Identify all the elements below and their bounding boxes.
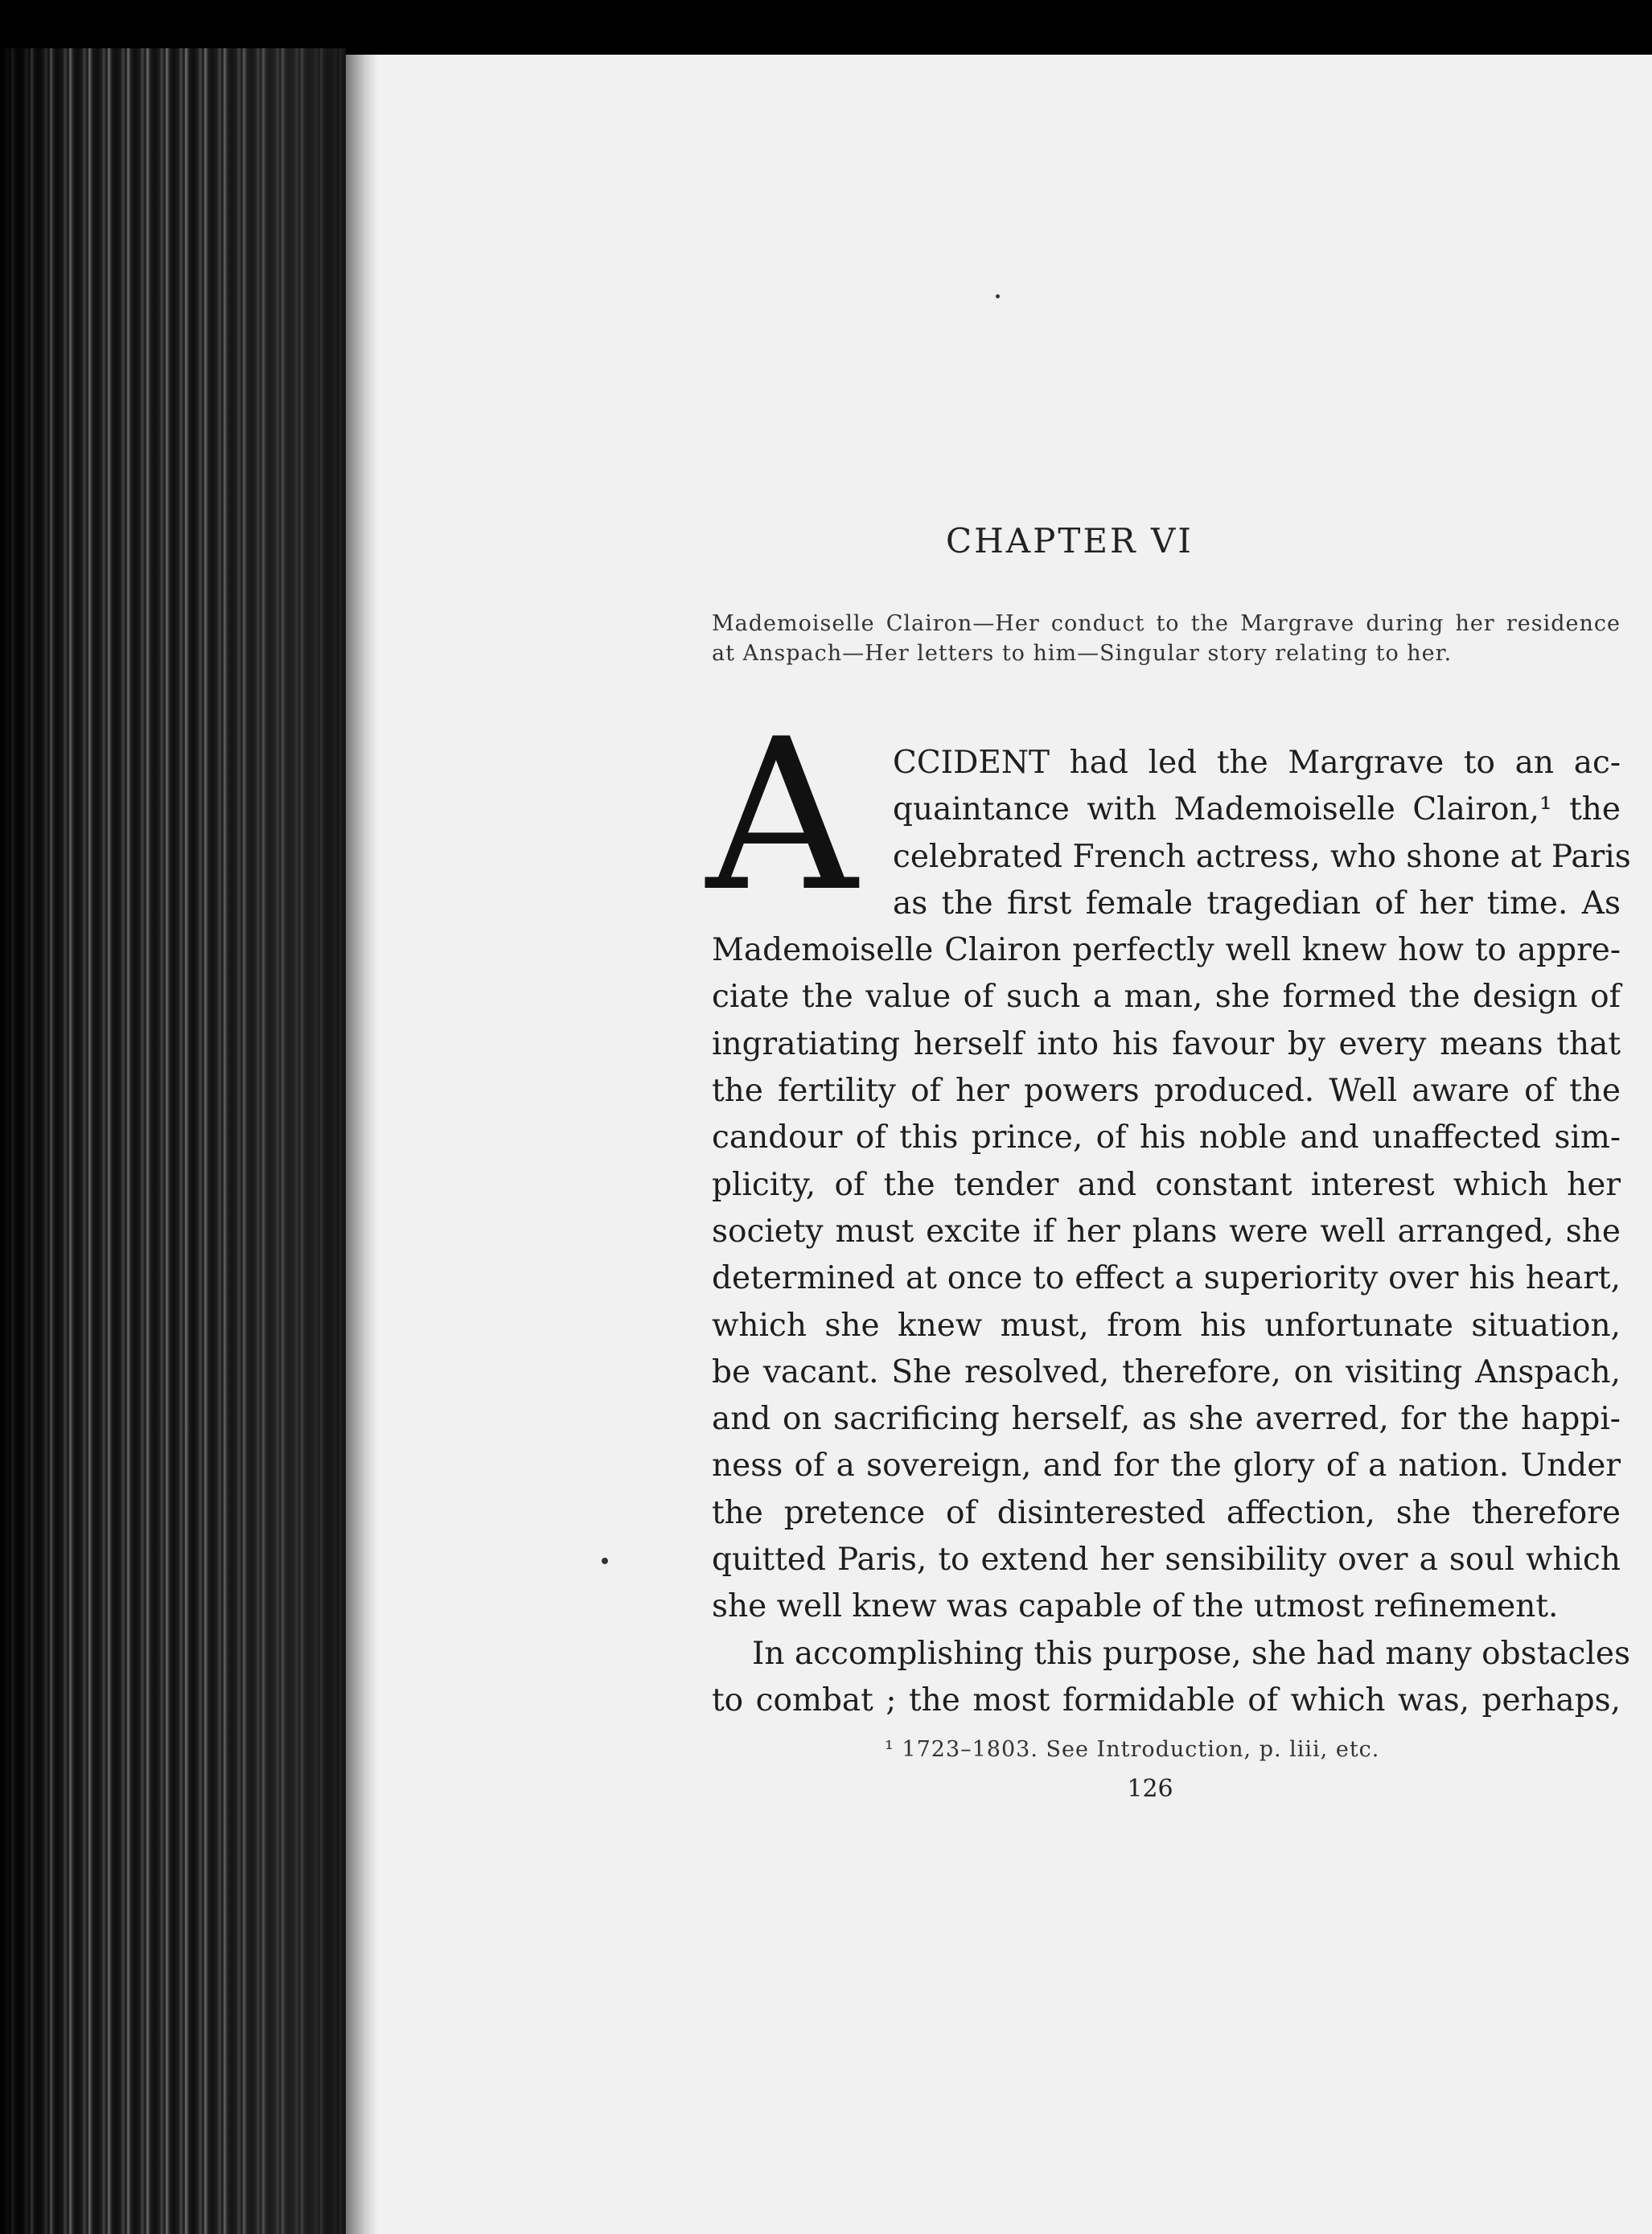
text-line: ingratiating herself into his favour by every means that: [712, 1025, 1621, 1062]
text-line: celebrated French actress, who shone at Paris: [893, 838, 1631, 875]
chapter-synopsis: Mademoiselle Clairon—Her conduct to the Margrave during her residence at Anspach—Her letters to him—Singular story relating to her.: [712, 611, 1621, 666]
text-line: society must excite if her plans were well arranged, she: [712, 1213, 1621, 1250]
text-line: plicity, of the tender and constant interest which her: [712, 1166, 1621, 1203]
page-number: 126: [1127, 1775, 1173, 1803]
text-line: as the first female tragedian of her time. As: [893, 885, 1621, 922]
drop-cap-letter: A: [706, 695, 857, 938]
text-line: be vacant. She resolved, therefore, on visiting Anspach,: [712, 1353, 1621, 1390]
text-line: determined at once to effect a superiority over his heart,: [712, 1260, 1621, 1297]
speck: [996, 294, 1000, 298]
chapter-title: CHAPTER VI: [946, 521, 1194, 561]
text-line: candour of this prince, of his noble and unaffected sim-: [712, 1119, 1621, 1156]
text-line: ness of a sovereign, and for the glory of a nation. Under: [712, 1448, 1621, 1485]
text-line: the fertility of her powers produced. Well aware of the: [712, 1073, 1621, 1110]
text-line: quitted Paris, to extend her sensibility over a soul which: [712, 1542, 1621, 1579]
text-line: CCIDENT had led the Margrave to an ac-: [893, 745, 1621, 781]
text-line: and on sacrificing herself, as she averred, for the happi-: [712, 1401, 1621, 1438]
text-line: which she knew must, from his unfortunate situation,: [712, 1307, 1621, 1344]
text-line: Mademoiselle Clairon perfectly well knew how to appre-: [712, 932, 1621, 969]
text-line: she well knew was capable of the utmost refinement.: [712, 1588, 1559, 1625]
text-line: ciate the value of such a man, she formed the design of: [712, 979, 1621, 1016]
speck: [602, 1558, 608, 1564]
text-line: In accomplishing this purpose, she had many obstacles: [752, 1635, 1630, 1672]
text-line: quaintance with Mademoiselle Clairon,¹ the: [893, 791, 1621, 828]
footnote: ¹ 1723–1803. See Introduction, p. liii, etc.: [885, 1737, 1380, 1762]
page-gutter-shadow: [346, 55, 378, 2234]
text-line: to combat ; the most formidable of which was, perhaps,: [712, 1682, 1621, 1719]
text-line: the pretence of disinterested affection, she therefore: [712, 1494, 1621, 1531]
body-text: [712, 740, 1631, 1724]
book-page-edges: [0, 48, 346, 2234]
